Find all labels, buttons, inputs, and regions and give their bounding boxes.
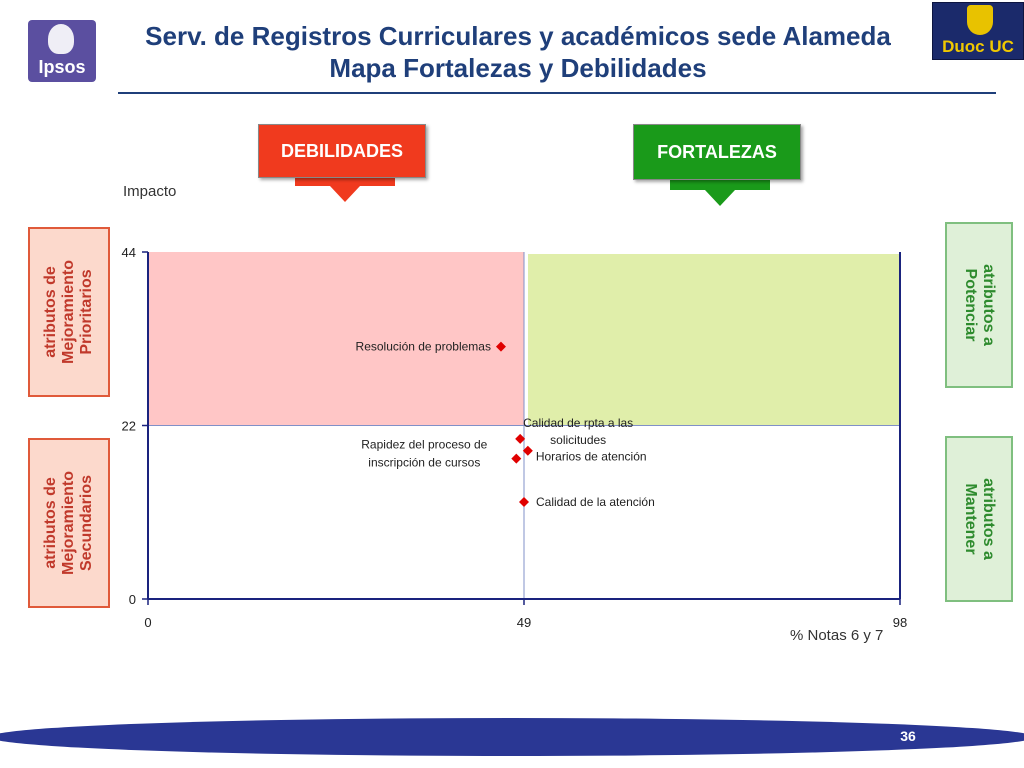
data-point-label: Rapidez del proceso de inscripción de cursos [361, 437, 488, 470]
title-line-1: Serv. de Registros Curriculares y académicos sede Alameda [145, 21, 891, 51]
y-axis-title: Impacto [123, 183, 177, 200]
secondary-improvement-label: atributos de Mejoramiento Secundarios [42, 470, 95, 576]
title-line-2: Mapa Fortalezas y Debilidades [329, 53, 707, 83]
x-tick-label: 0 [144, 615, 152, 630]
ipsos-logo-text: Ipsos [38, 57, 86, 77]
quadrant-top-right [528, 254, 900, 426]
x-axis-title: % Notas 6 y 7 [790, 627, 884, 644]
data-point [519, 497, 529, 507]
x-tick-label: 98 [892, 615, 908, 630]
footer-band [0, 718, 1024, 756]
page-number: 36 [900, 728, 916, 744]
data-point-label: Calidad de la atención [536, 494, 655, 509]
data-point-label: Horarios de atención [535, 449, 647, 464]
y-tick-label: 0 [128, 592, 136, 607]
weakness-banner-label: DEBILIDADES [280, 141, 403, 161]
y-tick-label: 44 [121, 245, 136, 260]
data-point [511, 454, 521, 464]
duoc-logo-text: Duoc UC [942, 37, 1014, 56]
data-point-label: Resolución de problemas [355, 339, 491, 354]
strength-banner-label: FORTALEZAS [657, 142, 777, 162]
potentiate-label: atributos a Potenciar [962, 264, 997, 346]
maintain-label: atributos a Mantener [962, 478, 997, 560]
priority-improvement-label: atributos de Mejoramiento Prioritarios [42, 259, 95, 365]
x-tick-label: 49 [516, 615, 532, 630]
y-tick-label: 22 [121, 418, 136, 434]
data-point-label: Calidad de rpta a las solicitudes [523, 415, 634, 447]
